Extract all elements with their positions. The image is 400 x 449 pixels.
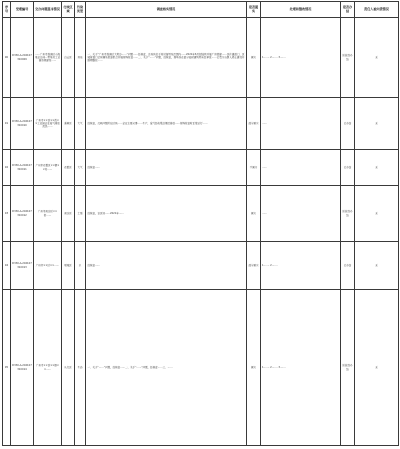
- header-index: 序号: [3, 2, 11, 18]
- row-code: D330-A-202107310014: [11, 290, 34, 446]
- header-facts: 调查核实情况: [86, 2, 247, 18]
- row-measures: 1.…… 2.…… 3.……: [262, 365, 286, 369]
- row-closed: 已办结: [341, 242, 355, 290]
- header-type: 污染类型: [75, 2, 86, 18]
- row-verified: 部分属实: [247, 242, 261, 290]
- row-code: D330-A-202107310011: [11, 150, 34, 186]
- row-facts: 一、关于“广州市荔湾区大坦沙……”问题……经核查，该地块位于某村留用地范围内……2021年6月起陆续开展厂房搭建……区住建部门、区城管部门会同属地街道联合开展现场检查……二、关于“……”问题，经核查，现场存在部分临时建筑物未经审批……已责令当事人停止建设并限期整改……: [86, 18, 247, 98]
- row-code: D330-A-202107310009: [11, 18, 34, 98]
- row-accountability: 无: [355, 18, 399, 98]
- row-index: 93: [3, 186, 11, 242]
- row-facts: 经核查，该区域……2021年……: [86, 186, 247, 242]
- row-district: 番禺区: [62, 98, 75, 150]
- row-summary: 广州市××区××街××工业园企业废气排放扰民……: [34, 98, 62, 150]
- row-measures: 1.…… 2.……: [262, 263, 278, 267]
- row-facts: 经核查，反映问题所在区域……企业主要从事……生产，废气经收集处理后排放……现场检查时正常运行……: [86, 98, 247, 150]
- row-facts: 一、关于“……”问题，经核查……二、关于“……”问题，经核查……三、……: [86, 290, 247, 446]
- row-closed: 已办结: [341, 98, 355, 150]
- table-row: [3, 150, 399, 186]
- row-district: 南沙区: [62, 186, 75, 242]
- row-verified: 部分属实: [247, 98, 261, 150]
- table-row: [3, 290, 399, 446]
- row-measures: ……: [262, 121, 267, 125]
- header-closed: 是否办结: [341, 2, 355, 18]
- row-index: 92: [3, 150, 11, 186]
- table-row: [3, 18, 399, 98]
- row-facts: 经核查……: [86, 150, 247, 186]
- row-measures-cell: [261, 290, 341, 446]
- row-closed: 阶段性办结: [341, 186, 355, 242]
- row-measures-cell: [261, 18, 341, 98]
- row-accountability: 无: [355, 290, 399, 446]
- table-row: [3, 98, 399, 150]
- header-district: 行政区域: [62, 2, 75, 18]
- row-measures-cell: [261, 186, 341, 242]
- row-measures: ……: [262, 165, 267, 169]
- row-index: 95: [3, 290, 11, 446]
- row-accountability: 无: [355, 98, 399, 150]
- row-index: 90: [3, 18, 11, 98]
- row-type: 水: [75, 242, 86, 290]
- row-type: 大气: [75, 98, 86, 150]
- row-accountability: 无: [355, 242, 399, 290]
- row-closed: 阶段性办结: [341, 290, 355, 446]
- row-measures-cell: [261, 242, 341, 290]
- row-code: D330-A-202107310013: [11, 242, 34, 290]
- row-summary: 广州市××区××……: [34, 242, 62, 290]
- row-district: 增城区: [62, 242, 75, 290]
- table-row: [3, 186, 399, 242]
- row-summary: 广州市××区××镇××……: [34, 290, 62, 446]
- row-type: 土壤: [75, 186, 86, 242]
- row-type: 其他: [75, 18, 86, 98]
- row-index: 94: [3, 242, 11, 290]
- row-accountability: 无: [355, 186, 399, 242]
- row-facts: 经核查……: [86, 242, 247, 290]
- row-accountability: 无: [355, 150, 399, 186]
- header-row: [3, 2, 399, 18]
- row-measures: ……: [262, 211, 267, 215]
- row-code: D330-A-202107310012: [11, 186, 34, 242]
- row-summary: 广州市南沙区××街……: [34, 186, 62, 242]
- row-district: 花都区: [62, 150, 75, 186]
- row-measures: 1.…… 2.…… 3.……: [262, 55, 286, 59]
- complaint-table: [2, 1, 399, 446]
- row-verified: 属实: [247, 290, 261, 446]
- row-closed: 阶段性办结: [341, 18, 355, 98]
- row-index: 91: [3, 98, 11, 150]
- header-summary: 交办问题基本情况: [34, 2, 62, 18]
- row-type: 生态: [75, 290, 86, 446]
- row-type: 大气: [75, 150, 86, 186]
- header-verified: 是否属实: [247, 2, 261, 18]
- row-district: 白云区: [62, 18, 75, 98]
- row-closed: 已办结: [341, 150, 355, 186]
- row-verified: 不属实: [247, 150, 261, 186]
- row-district: 从化区: [62, 290, 75, 446]
- header-accountability: 责任人被问责情况: [355, 2, 399, 18]
- row-code: D330-A-202107310010: [11, 98, 34, 150]
- row-verified: 属实: [247, 18, 261, 98]
- row-summary: ……广州市荔湾区小海梁金沙洲一带某村工业园违规建设……: [34, 18, 62, 98]
- row-verified: 属实: [247, 186, 261, 242]
- row-measures-cell: [261, 98, 341, 150]
- row-measures-cell: [261, 150, 341, 186]
- table-row: [3, 242, 399, 290]
- header-measures: 处理和整改情况: [261, 2, 341, 18]
- row-summary: 广州市花都区××镇××村……: [34, 150, 62, 186]
- header-code: 受理编号: [11, 2, 34, 18]
